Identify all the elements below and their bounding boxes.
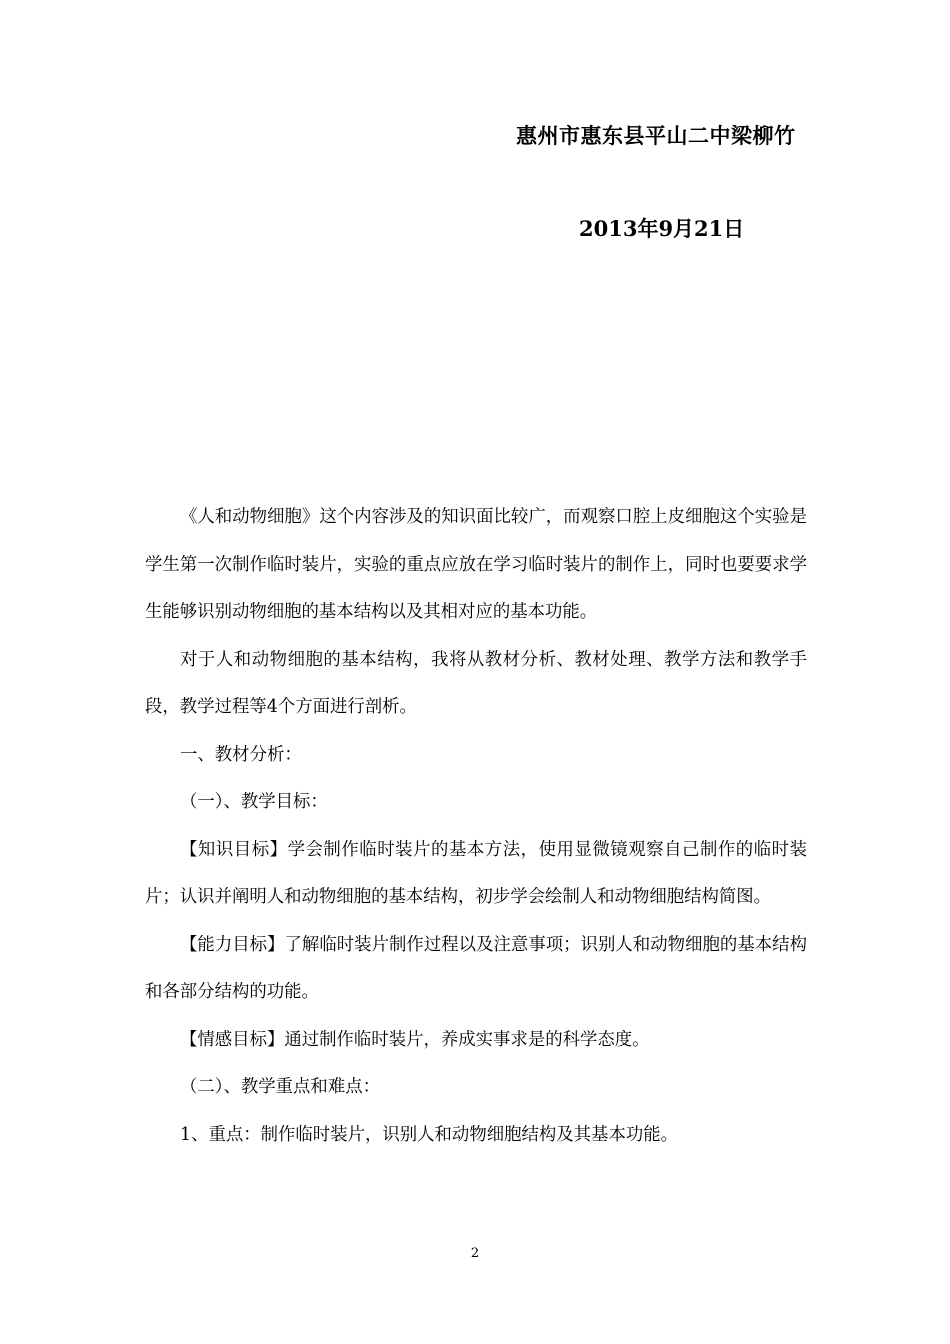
body-text [145, 494, 807, 1159]
page-number: 2 [470, 1246, 480, 1261]
paragraph-ability-goal: 【能力目标】了解临时装片制作过程以及注意事项；识别人和动物细胞的基本结构和各部分结构的功能。 [145, 934, 807, 1002]
paragraph-emotion-goal: 【情感目标】通过制作临时装片，养成实事求是的科学态度。 [180, 1029, 650, 1050]
subsection-heading-key-points: （二）、教学重点和难点： [180, 1077, 380, 1097]
author-line: 惠州市惠东县平山二中梁柳竹 [516, 123, 796, 148]
paragraph-overview: 对于人和动物细胞的基本结构，我将从教材分析、教材处理、教学方法和教学手段，教学过程等4个方面进行剖析。 [145, 649, 807, 717]
paragraph-key-point-1: 1、重点：制作临时装片，识别人和动物细胞结构及其基本功能。 [180, 1124, 679, 1145]
date-line: 2013年9月21日 [579, 216, 745, 241]
subsection-heading-teaching-goals: （一）、教学目标： [180, 792, 328, 812]
paragraph-intro: 《人和动物细胞》这个内容涉及的知识面比较广，而观察口腔上皮细胞这个实验是学生第一次制作临时装片，实验的重点应放在学习临时装片的制作上，同时也要要求学生能够识别动物细胞的基本结构以及其相对应的基本功能。 [145, 507, 807, 622]
section-heading-textbook-analysis: 一、教材分析： [180, 744, 302, 765]
paragraph-knowledge-goal: 【知识目标】学会制作临时装片的基本方法，使用显微镜观察自己制作的临时装片；认识并阐明人和动物细胞的基本结构，初步学会绘制人和动物细胞结构简图。 [145, 839, 807, 907]
